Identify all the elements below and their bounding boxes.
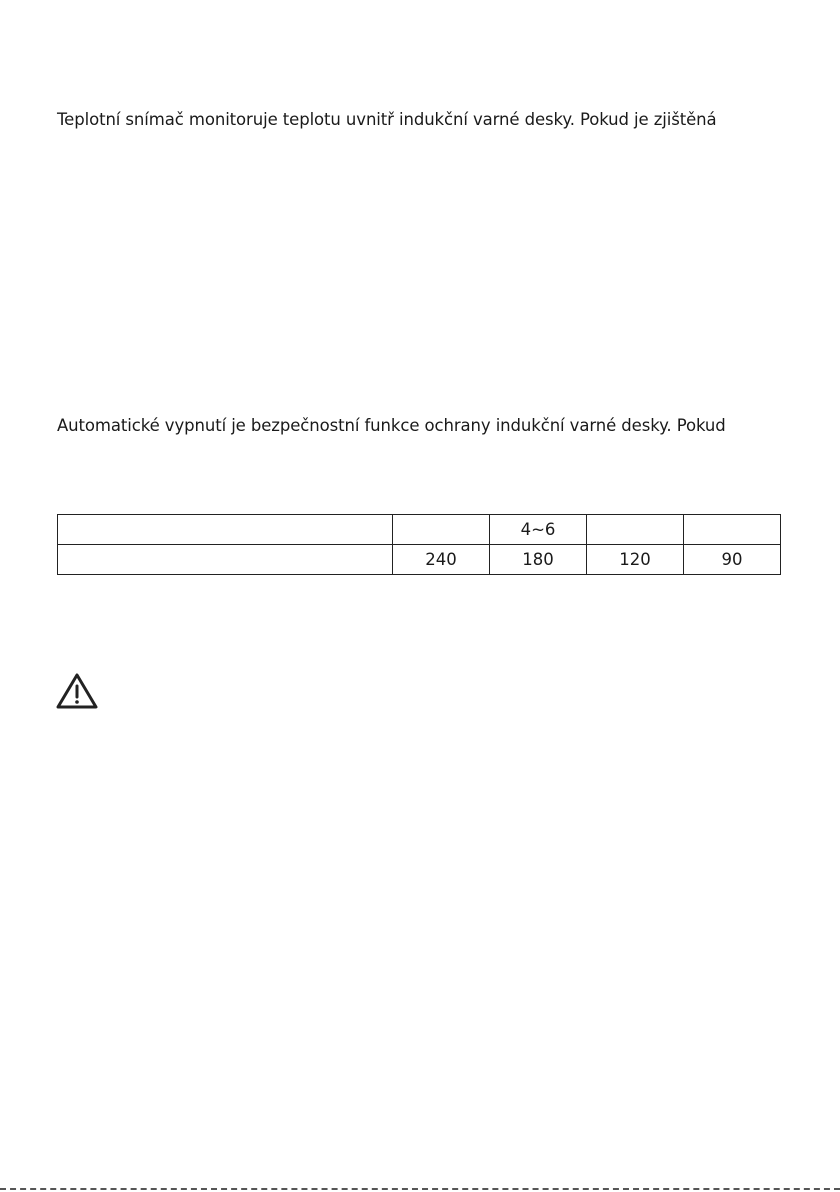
power-level-table	[57, 514, 781, 575]
table-cell: 4~6	[490, 515, 587, 545]
page-bottom-edge	[0, 1188, 840, 1190]
table-cell	[58, 515, 393, 545]
auto-shutoff-paragraph: Automatické vypnutí je bezpečnostní funkce ochrany indukční varné desky. Pokud	[57, 416, 726, 435]
table-cell: 180	[490, 545, 587, 575]
table-cell	[393, 515, 490, 545]
table-cell: 120	[587, 545, 684, 575]
table-cell	[684, 515, 781, 545]
table-cell: 90	[684, 545, 781, 575]
table-row	[58, 545, 781, 575]
table-cell	[587, 515, 684, 545]
table-row	[58, 515, 781, 545]
table-cell	[58, 545, 393, 575]
table-cell: 240	[393, 545, 490, 575]
temperature-sensor-paragraph: Teplotní snímač monitoruje teplotu uvnitř indukční varné desky. Pokud je zjištěná	[57, 110, 717, 129]
warning-triangle-icon	[55, 671, 99, 711]
